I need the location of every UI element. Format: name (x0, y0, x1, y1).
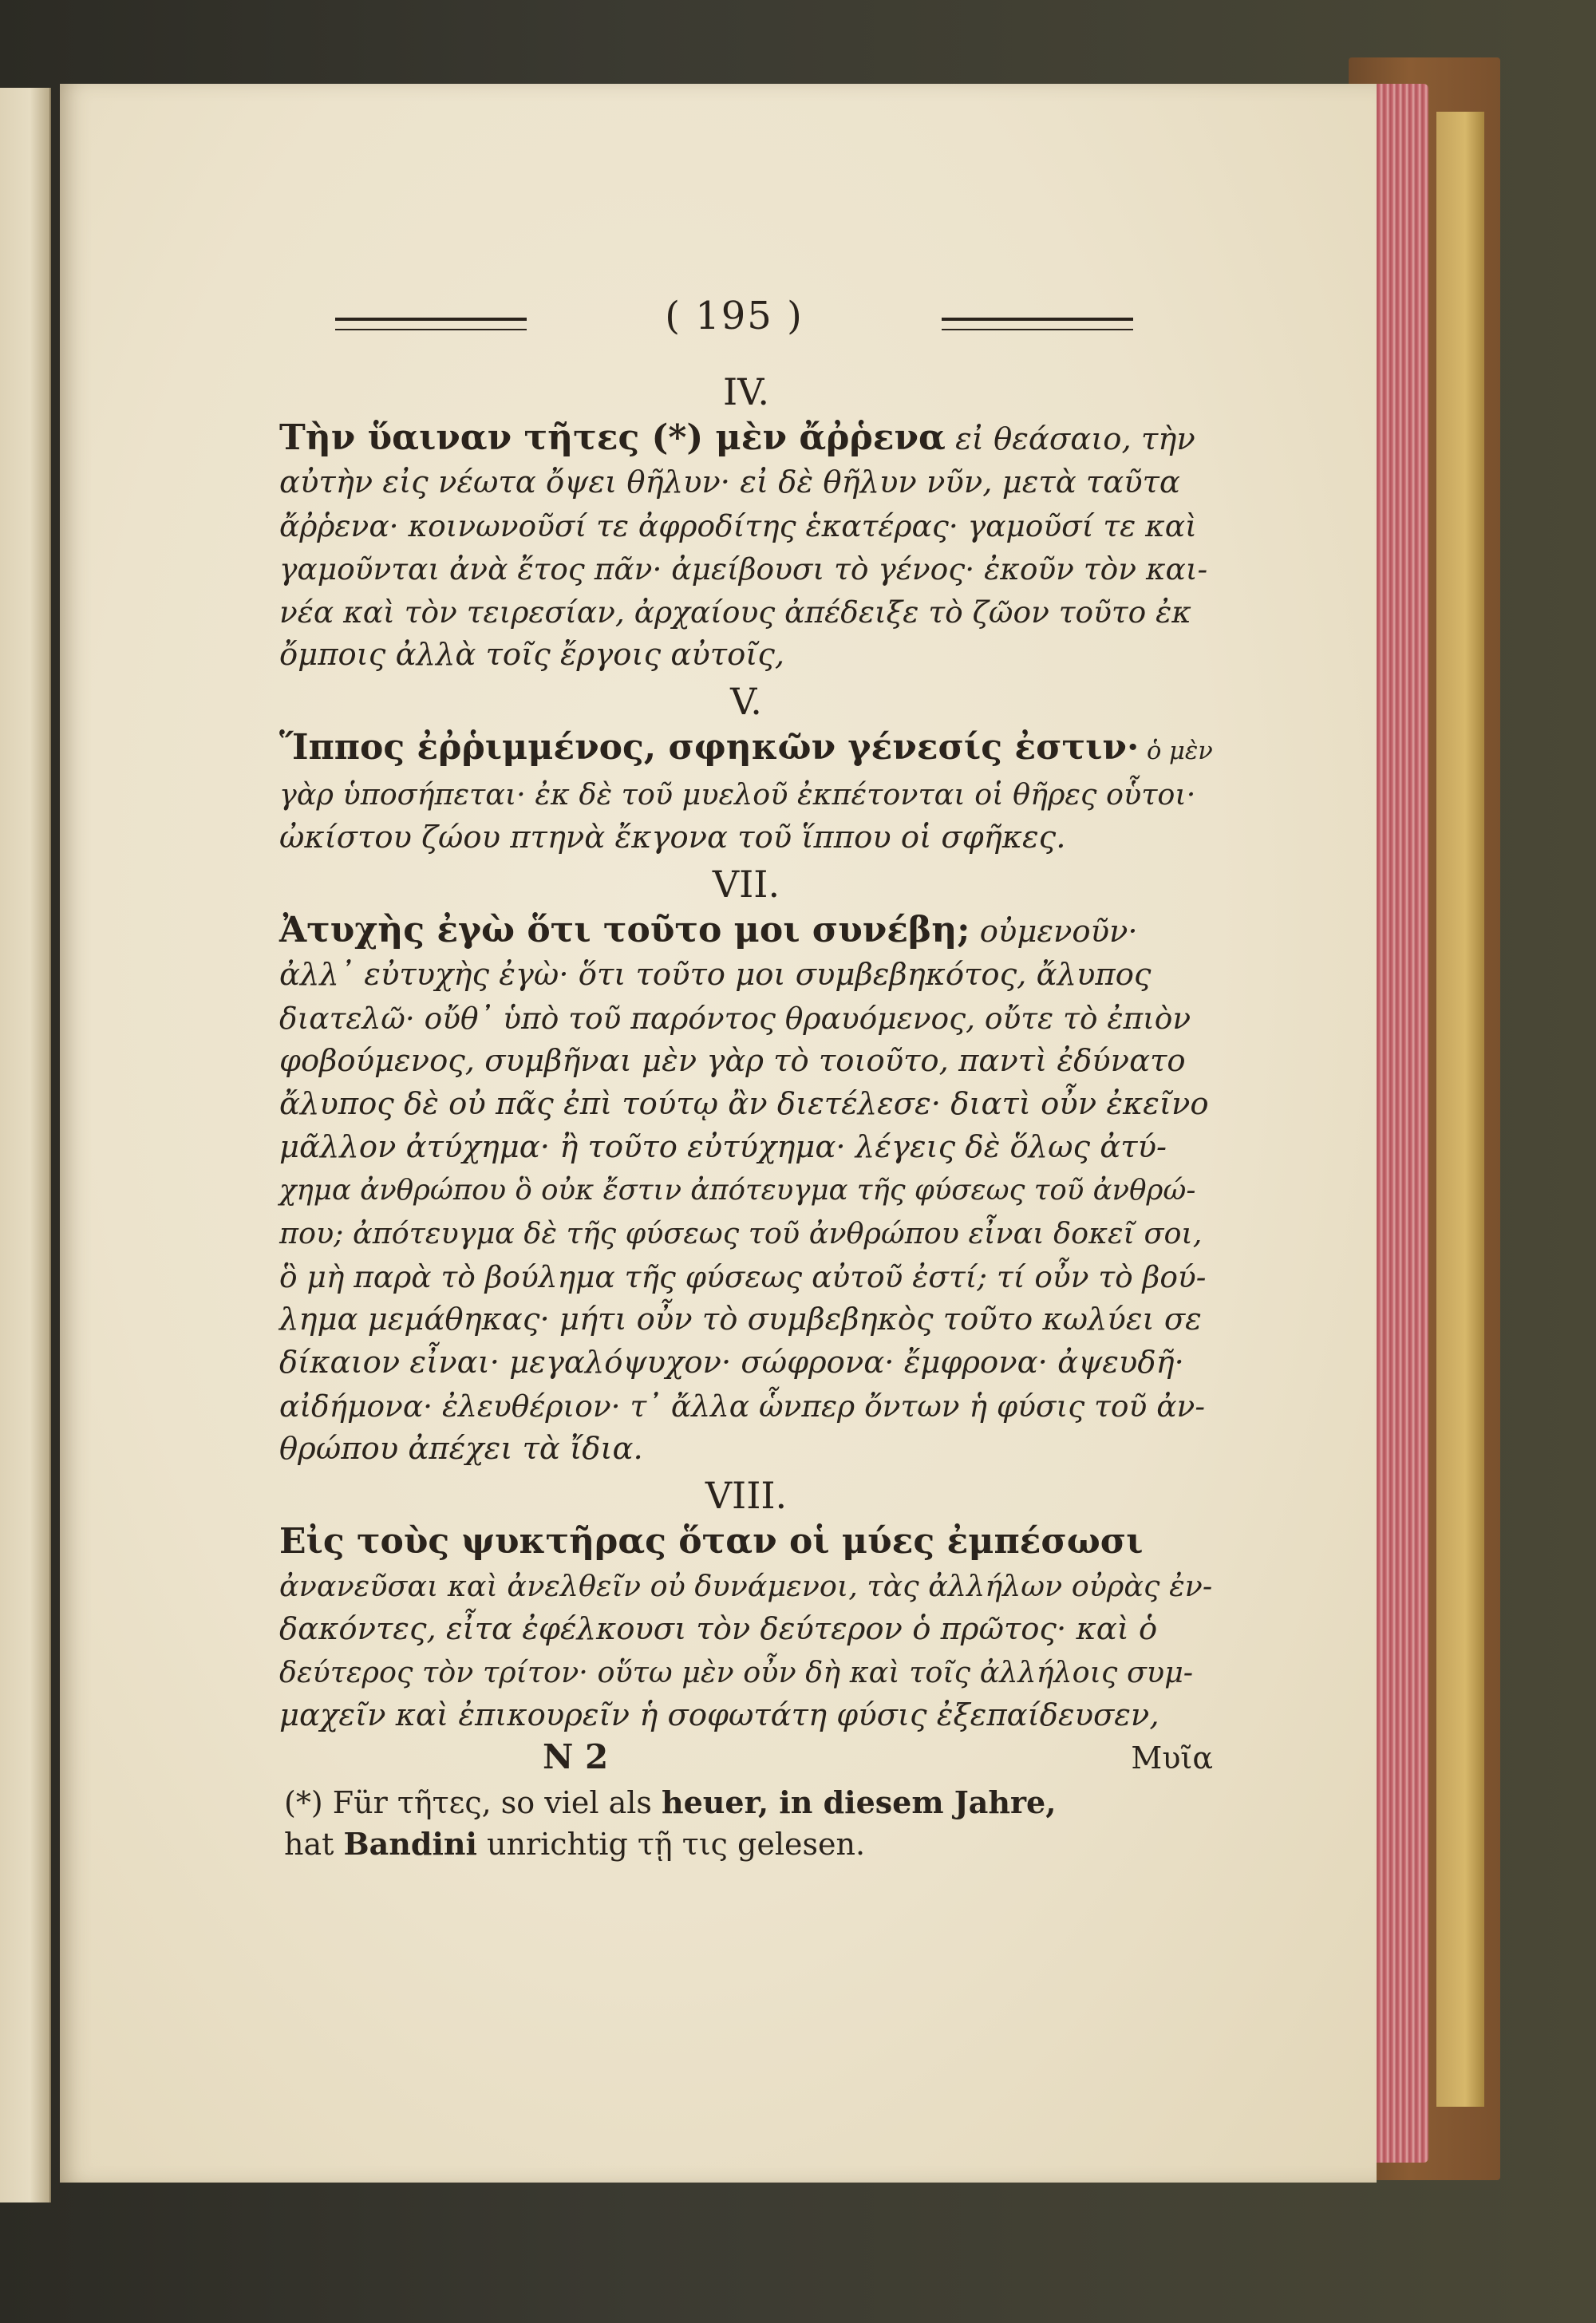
text-line: φοβούμενος, συμβῆναι μὲν γὰρ τὸ τοιοῦτο, παντὶ ἐδύνατο (279, 1043, 1186, 1079)
text-line: αὐτὴν εἰς νέωτα ὄψει θῆλυν· εἰ δὲ θῆλυν νῦν, μετὰ ταῦτα (279, 464, 1180, 500)
printer-signature: N 2 (543, 1737, 609, 1776)
footnote-text: hat (284, 1827, 334, 1862)
text-line: ἀλλ᾽ εὐτυχὴς ἐγὼ· ὅτι τοῦτο μοι συμβεβηκότος, ἄλυπος (279, 957, 1152, 993)
section-numeral: IV. (723, 370, 769, 413)
lead-words: Τὴν ὕαιναν τῆτες (*) μὲν ἄῤῥενα (279, 417, 946, 458)
section-numeral: VIII. (705, 1474, 788, 1517)
section-numeral: V. (730, 680, 762, 723)
decorative-rule-right (942, 318, 1133, 330)
section-text (279, 417, 1213, 677)
page-text-block (279, 279, 1213, 1865)
section-v (279, 677, 1213, 859)
lead-words: Ἵππος ἐῤῥιμμένος, σφηκῶν γένεσίς ἐστιν· (279, 727, 1140, 768)
footnote-bold-name: Bandini (343, 1826, 477, 1862)
catchword: Μυῖα (1131, 1740, 1213, 1776)
footnote-text: Für τῆτες, so viel als (332, 1785, 652, 1820)
footnote-line (284, 1823, 1213, 1865)
text-line: δίκαιον εἶναι· μεγαλόψυχον· σώφρονα· ἔμφρονα· ἀψευδῆ· (279, 1345, 1184, 1381)
text-line: που; ἀπότευγμα δὲ τῆς φύσεως τοῦ ἀνθρώπου εἶναι δοκεῖ σοι, (279, 1216, 1203, 1250)
text-line (279, 417, 1213, 461)
text-line: ἄῤῥενα· κοινωνοῦσί τε ἀφροδίτης ἑκατέρας· γαμοῦσί τε καὶ (279, 508, 1197, 543)
page-number: ( 195 ) (665, 294, 804, 338)
text-line: θρώπου ἀπέχει τὰ ἴδια. (279, 1431, 643, 1467)
book-page (60, 84, 1377, 2183)
section-vii (279, 859, 1213, 1471)
footnote-line (284, 1782, 1213, 1823)
text-line: γαμοῦνται ἀνὰ ἔτος πᾶν· ἀμείβουσι τὸ γένος· ἐκοῦν τὸν και- (279, 551, 1208, 587)
section-numeral: VII. (712, 863, 780, 906)
text-line (279, 1520, 1213, 1565)
footnote-bold-text: heuer, in diesem Jahre, (661, 1784, 1057, 1820)
footnote-text: unrichtig τῇ τις gelesen. (487, 1827, 866, 1862)
cover-turn-in (1436, 112, 1484, 2107)
text-line: δεύτερος τὸν τρίτον· οὕτω μὲν οὖν δὴ καὶ τοῖς ἀλλήλοις συμ- (279, 1655, 1194, 1689)
text-line: αἰδήμονα· ἐλευθέριον· τ᾽ ἄλλα ὧνπερ ὄντων ἡ φύσις τοῦ ἀν- (279, 1389, 1205, 1424)
text-line-end: ὁ μὲν (1146, 737, 1213, 765)
text-line (279, 726, 1213, 773)
text-line: δακόντες, εἶτα ἐφέλκουσι τὸν δεύτερον ὁ πρῶτος· καὶ ὁ (279, 1611, 1158, 1647)
page-edges (1371, 84, 1428, 2163)
text-line: ἄλυπος δὲ οὐ πᾶς ἐπὶ τούτῳ ἂν διετέλεσε· διατὶ οὖν ἐκεῖνο (279, 1086, 1209, 1122)
section-text (279, 726, 1213, 859)
lead-words: Ἀτυχὴς ἐγὼ ὅτι τοῦτο μοι συνέβη; (279, 910, 970, 950)
text-line-end: οὐμενοῦν· (979, 914, 1138, 950)
footnote-marker: (*) (284, 1785, 323, 1820)
text-line: διατελῶ· οὔθ᾽ ὑπὸ τοῦ παρόντος θραυόμενος, οὔτε τὸ ἐπιὸν (279, 1001, 1191, 1036)
signature-row (279, 1737, 1213, 1780)
section-text (279, 909, 1213, 1471)
section-viii (279, 1471, 1213, 1737)
text-line: ὃ μὴ παρὰ τὸ βούλημα τῆς φύσεως αὐτοῦ ἐστί; τί οὖν τὸ βού- (279, 1259, 1207, 1294)
text-line: νέα καὶ τὸν τειρεσίαν, ἀρχαίους ἀπέδειξε τὸ ζῶον τοῦτο ἐκ (279, 595, 1191, 630)
facing-page-edge (0, 88, 51, 2203)
text-line: μαχεῖν καὶ ἐπικουρεῖν ἡ σοφωτάτη φύσις ἐξεπαίδευσεν, (279, 1697, 1159, 1733)
text-line-end: εἰ θεάσαιο, τὴν (955, 421, 1195, 457)
section-text (279, 1520, 1213, 1737)
text-line: ὄμποις ἀλλὰ τοῖς ἔργοις αὐτοῖς, (279, 637, 785, 673)
lead-words: Εἰς τοὺς ψυκτῆρας ὅταν οἱ μύες ἐμπέσωσι (279, 1521, 1144, 1562)
running-head (335, 279, 1133, 367)
text-line: ὠκίστου ζώου πτηνὰ ἔκγονα τοῦ ἵππου οἱ σφῆκες. (279, 820, 1066, 855)
text-line: γὰρ ὑποσήπεται· ἐκ δὲ τοῦ μυελοῦ ἐκπέτονται οἱ θῆρες οὗτοι· (279, 777, 1196, 812)
section-iv (279, 367, 1213, 677)
text-line: λημα μεμάθηκας· μήτι οὖν τὸ συμβεβηκὸς τοῦτο κωλύει σε (279, 1302, 1202, 1337)
text-line: μᾶλλον ἀτύχημα· ἢ τοῦτο εὐτύχημα· λέγεις δὲ ὅλως ἀτύ- (279, 1129, 1167, 1165)
text-line: ἀνανεῦσαι καὶ ἀνελθεῖν οὐ δυνάμενοι, τὰς ἀλλήλων οὐρὰς ἐν- (279, 1569, 1213, 1603)
text-line (279, 909, 1213, 954)
decorative-rule-left (335, 318, 527, 330)
text-line: χημα ἀνθρώπου ὃ οὐκ ἔστιν ἀπότευγμα τῆς φύσεως τοῦ ἀνθρώ- (279, 1174, 1196, 1207)
footnote (279, 1782, 1213, 1865)
